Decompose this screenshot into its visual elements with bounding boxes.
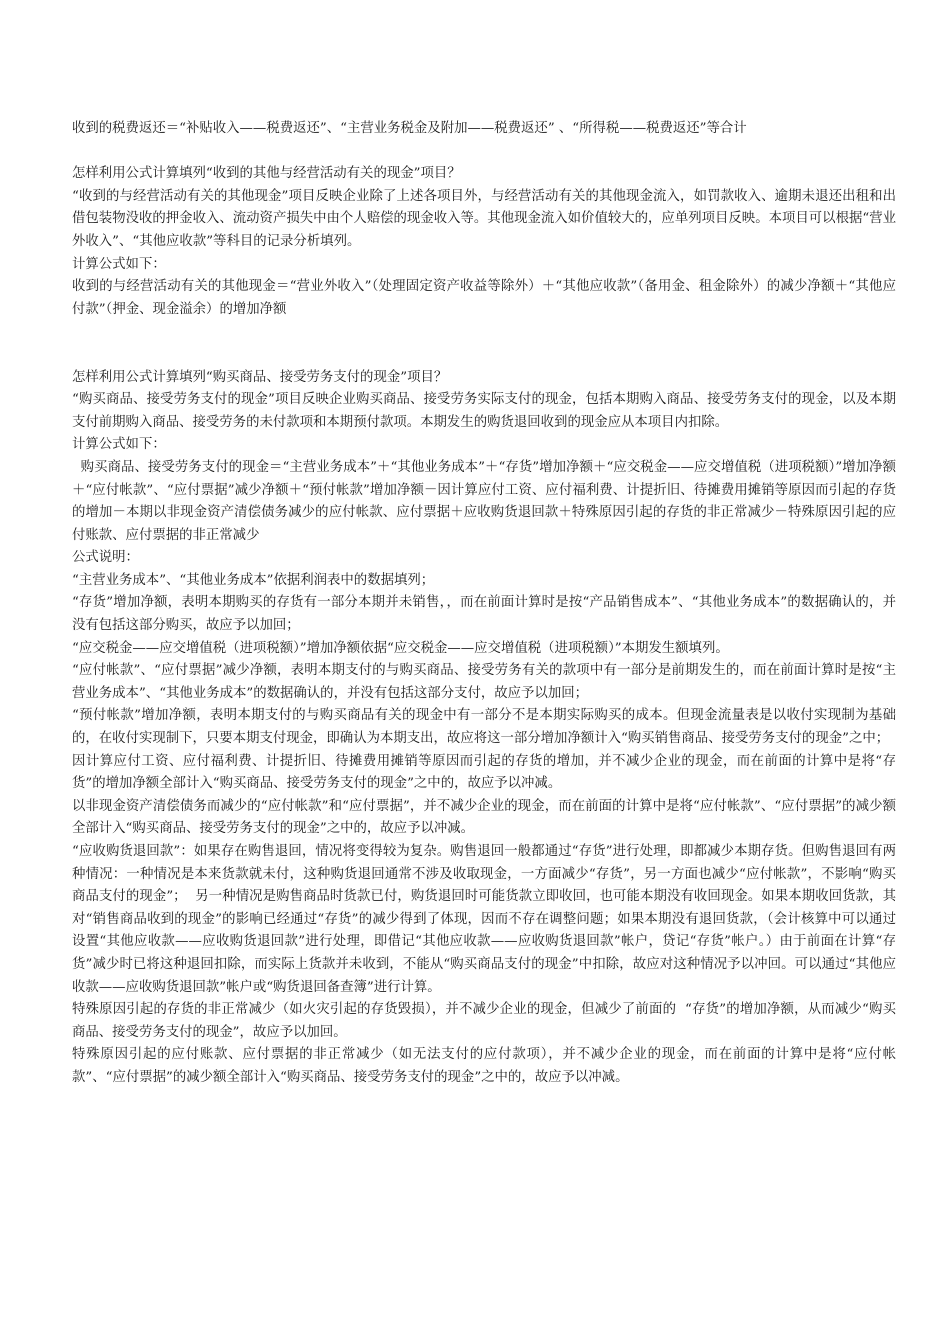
paragraph: 以非现金资产清偿债务而减少的“应付帐款”和“应付票据”，并不减少企业的现金，而在前面的计算中是将“应付帐款”、“应付票据”的减少额全部计入“购买商品、接受劳务支付的现金”之中的，故应予以冲减。 [72, 798, 896, 837]
paragraph: “应收购货退回款”：如果存在购售退回，情况将变得较为复杂。购售退回一般都通过“存货”进行处理，即都减少本期存货。但购售退回有两种情况：一种情况是本来货款就未付，这种购货退回通常不涉及收取现金，一方面减少“存货”，另一方面也减少“应付帐款”，不影响“购买商品支付的现金”； 另一种情况是购售商品时货款已付，购货退回时可能货款立即收回，也可能本期没有收回现金。如果本期收回货款，其对“销售商品收到的现金”的影响已经通过“存货”的减少得到了体现，因而不存在调整问题；如果本期没有退回货款，（会计核算中可以通过设置“其他应收款——应收购货退回款”进行处理，即借记“其他应收款——应收购货退回款”帐户，贷记“存货”帐户。）由于前面在计算“存货”减少时已将这种退回扣除，而实际上货款并未收到，不能从“购买商品支付的现金”中扣除，故应对这种情况予以冲回。可以通过“其他应收款——应收购货退回款”帐户或“购货退回备查簿”进行计算。 [72, 844, 896, 995]
spacer [72, 321, 896, 344]
tax-refund-formula: 收到的税费返还＝“补贴收入——税费返还”、“主营业务税金及附加——税费返还” 、“所得税——税费返还”等合计 [72, 121, 747, 136]
document-body [72, 118, 896, 1090]
paragraph: 特殊原因引起的应付账款、应付票据的非正常减少（如无法支付的应付款项），并不减少企业的现金，而在前面的计算中是将“应付帐款”、“应付票据”的减少额全部计入“购买商品、接受劳务支付的现金”之中的，故应予以冲减。 [72, 1047, 896, 1085]
formula-label: 计算公式如下： [72, 256, 166, 272]
paragraph: “购买商品、接受劳务支付的现金”项目反映企业购买商品、接受劳务实际支付的现金，包括本期购入商品、接受劳务支付的现金，以及本期支付前期购入商品、接受劳务的未付款项和本期预付款项。本期发生的购货退回收到的现金应从本项目内扣除。 [72, 392, 896, 430]
paragraph: “存货”增加净额，表明本期购买的存货有一部分本期并未销售，，而在前面计算时是按“产品销售成本”、“其他业务成本”的数据确认的，并没有包括这部分购买，故应予以加回； [72, 595, 896, 634]
spacer [72, 141, 896, 164]
paragraph: “应交税金——应交增值税（进项税额）”增加净额依据“应交税金——应交增值税（进项税额）”本期发生额填列。 [72, 640, 729, 656]
spacer [72, 344, 896, 367]
paragraph: “收到的与经营活动有关的其他现金”项目反映企业除了上述各项目外，与经营活动有关的其他现金流入，如罚款收入、逾期未退还出租和出借包装物没收的押金收入、流动资产损失中由个人赔偿的现金收入等。其他现金流入如价值较大的，应单列项目反映。本项目可以根据“营业外收入”、“其他应收款”等科目的记录分析填列。 [72, 188, 896, 249]
formula-label: 计算公式如下： [72, 437, 166, 453]
paragraph: “预付帐款”增加净额，表明本期支付的与购买商品有关的现金中有一部分不是本期实际购买的成本。但现金流量表是以收付实现制为基础的，在收付实现制下，只要本期支付现金，即确认为本期支出，故应将这一部分增加净额计入“购买销售商品、接受劳务支付的现金”之中； [72, 708, 896, 747]
formula: 购买商品、接受劳务支付的现金＝“主营业务成本”＋“其他业务成本”＋“存货”增加净额＋“应交税金——应交增值税（进项税额）”增加净额＋“应付帐款”、“应付票据”减少净额＋“预付帐款”增加净额－因计算应付工资、应付福利费、计提折旧、待摊费用摊销等原因而引起的存货的增加－本期以非现金资产清偿债务减少的应付帐款、应付票据＋应收购货退回款＋特殊原因引起的存货的非正常减少－特殊原因引起的应付账款、应付票据的非正常减少 [72, 459, 897, 543]
formula-notes-label: 公式说明： [72, 550, 139, 566]
paragraph: “应付帐款”、“应付票据”减少净额，表明本期支付的与购买商品、接受劳务有关的款项中有一部分是前期发生的，而在前面计算时是按“主营业务成本”、“其他业务成本”的数据确认的，并没有包括这部分支付，故应予以加回； [72, 663, 896, 701]
paragraph: 因计算应付工资、应付福利费、计提折旧、待摊费用摊销等原因而引起的存货的增加，并不减少企业的现金，而在前面的计算中是将“存货”的增加净额全部计入“购买商品、接受劳务支付的现金”之中的，故应予以冲减。 [72, 753, 896, 792]
section-heading-purchase-cash: 怎样利用公式计算填列“购买商品、接受劳务支付的现金”项目？ [72, 369, 448, 385]
section-heading-other-operating-cash: 怎样利用公式计算填列“收到的其他与经营活动有关的现金”项目？ [72, 166, 461, 182]
formula: 收到的与经营活动有关的其他现金＝“营业外收入”（处理固定资产收益等除外）＋“其他应收款”（备用金、租金除外）的减少净额＋“其他应付款”（押金、现金溢余）的增加净额 [72, 279, 896, 317]
paragraph: “主营业务成本”、“其他业务成本”依据利润表中的数据填列； [72, 572, 435, 588]
paragraph: 特殊原因引起的存货的非正常减少（如火灾引起的存货毁损），并不减少企业的现金，但减少了前面的 “存货”的增加净额，从而减少“购买商品、接受劳务支付的现金”，故应予以加回。 [72, 1002, 896, 1040]
